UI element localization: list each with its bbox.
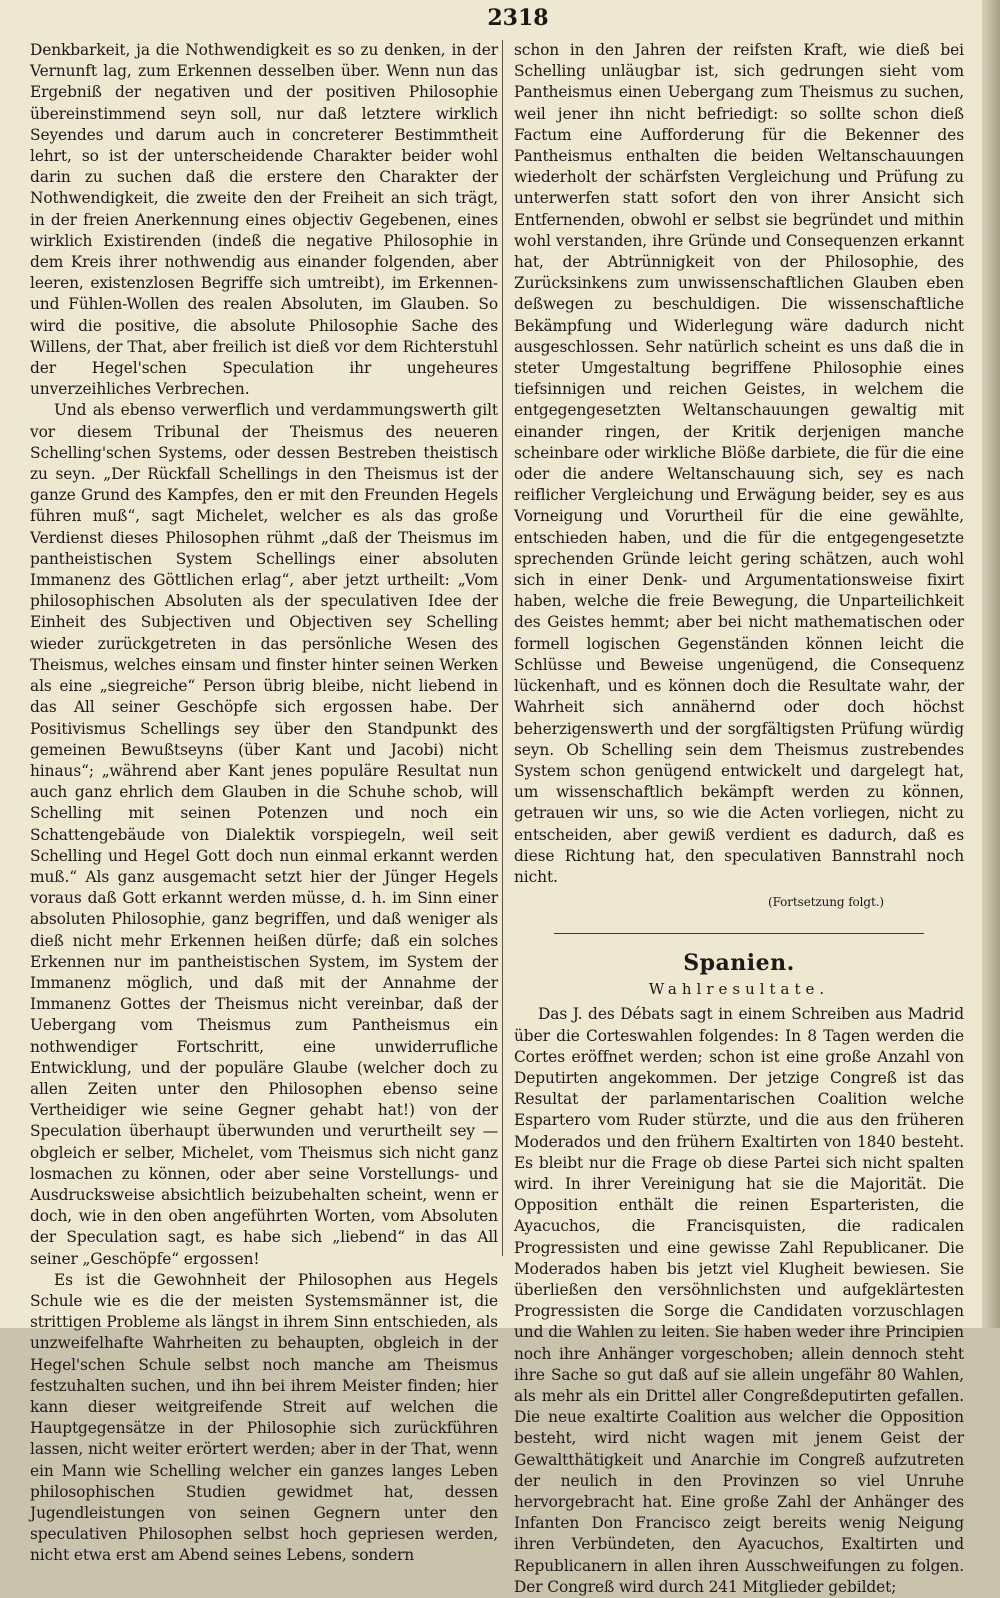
paragraph: Und als ebenso verwerflich und verdammungswerth gilt vor diesem Tribunal der Theismus des neueren Schelling'schen Systems, oder dessen Bestreben theistisch zu seyn. „Der Rückfall Schellings in den Theismus ist der ganze Grund des Kampfes, den er mit den Freunden Hegels führen muß“, sagt Michelet, welcher es als das große Verdienst dieses Philosophen rühmt „daß der Theismus im pantheistischen System Schellings einer absoluten Immanenz des Göttlichen erlag“, aber jetzt urtheilt: „Vom philosophischen Absoluten als der speculativen Idee der Einheit des Subjectiven und Objectiven sey Schelling wieder zurückgetreten in das persönliche Wesen des Theismus, welches einsam und finster hinter seinen Werken als eine „siegreiche“ Person übrig bleibe, nicht liebend in das All seiner Geschöpfe sich ergossen habe. Der Positivismus Schellings sey über den Standpunkt des gemeinen Bewußtseyns (über Kant und Jacobi) nicht hinaus“; „während aber Kant jenes populäre Resultat nun auch ganz ehrlich dem Glauben in die Schuhe schob, will Schelling mit seinen Potenzen und noch ein Schattengebäude von Dialektik vorspiegeln, weil seit Schelling und Hegel Gott doch nun einmal erkannt werden muß.“ Als ganz ausgemacht setzt hier der Jünger Hegels voraus daß Gott erkannt werden müsse, d. h. im Sinn einer absoluten Philosophie, ganz begriffen, und daß weniger als dieß nicht mehr Erkennen heißen dürfe; daß ein solches Erkennen nur im pantheistischen System, im System der Immanenz möglich, und daß mit der Annahme der Immanenz Gottes der Theismus nicht vereinbar, daß der Uebergang vom Theismus zum Pantheismus ein nothwendiger Fortschritt, eine unwiderrufliche Entwicklung, und der populäre Glaube (welcher doch zu allen Zeiten unter den Philosophen ebenso seine Vertheidiger wie seine Gegner gehabt hat!) von der Speculation überhaupt überwunden und verurtheilt sey — obgleich er selber, Michelet, vom Theismus sich nicht ganz losmachen zu können, oder aber seine Vorstellungs- und Ausdrucksweise absichtlich beizubehalten scheint, wenn er doch, wie in den oben angeführten Worten, vom Absoluten der Speculation sagt, es habe sich „liebend“ in das All seiner „Geschöpfe“ ergossen! [30,401,498,1268]
continuation-note: (Fortsetzung folgt.) [768,895,884,910]
column-divider [502,40,503,1256]
section-subtitle: Wahlresultate. [648,980,830,999]
section-divider [554,933,924,934]
section-title: Spanien. [683,950,795,977]
paragraph: Denkbarkeit, ja die Nothwendigkeit es so zu denken, in der Vernunft lag, zum Erkennen desselben über. Wenn nun das Ergebniß der negativen und der positiven Philosophie übereinstimmend seyn soll, nur daß letztere wirklich Seyendes und darum auch in concreterer Bestimmtheit lehrt, so ist der unterscheidende Charakter beider wohl darin zu suchen daß die erstere den Charakter der Nothwendigkeit, die zweite den der Freiheit an sich trägt, in der freien Anerkennung eines objectiv Gegebenen, eines wirklich Existirenden (indeß die negative Philosophie in dem Kreis ihrer nothwendig aus einander folgenden, aber leeren, existenzlosen Begriffe sich umtreibt), im Erkennen- und Fühlen-Wollen des realen Absoluten, im Glauben. So wird die positive, die absolute Philosophie Sache des Willens, der That, aber freilich ist dieß vor dem Richterstuhl der Hegel'schen Speculation ihr ungeheures unverzeihliches Verbrechen. [30,41,498,399]
paragraph: Es ist die Gewohnheit der Philosophen aus Hegels Schule wie es die der meisten Systemsmänner ist, die strittigen Probleme als längst in ihrem Sinn entschieden, als unzweifelhafte Wahrheiten zu behaupten, obgleich in der Hegel'schen Schule selbst noch manche am Theismus festzuhalten suchen, und ihn bei ihrem Meister finden; hier kann dieser weitgreifende Streit auf welchen die Hauptgegensätze in der Philosophie sich zurückführen lassen, nicht weiter erörtert werden; aber in der That, wenn ein Mann wie Schelling welcher ein ganzes langes Leben philosophischen Studien gewidmet hat, dessen Jugendleistungen von seinen Gegnern unter den speculativen Philosophen selbst hoch gepriesen werden, nicht etwa erst am Abend seines Lebens, sondern [30,1270,498,1565]
page-number: 2318 [487,5,549,31]
right-column [514,40,964,1598]
left-column [30,40,498,1567]
page-edge [982,0,1000,1328]
paragraph: schon in den Jahren der reifsten Kraft, wie dieß bei Schelling unläugbar ist, sich gedrungen sieht vom Pantheismus einen Uebergang zum Theismus zu suchen, weil jener ihn nicht befriedigt: so sollte schon dieß Factum eine Aufforderung für die Bekenner des Pantheismus enthalten die beiden Weltanschauungen wiederholt der schärfsten Vergleichung und Prüfung zu unterwerfen statt sofort den von ihrer Ansicht sich Entfernenden, obwohl er selbst sie begründet und mithin wohl verstanden, ihre Gründe und Consequenzen erkannt hat, der Abtrünnigkeit von der Philosophie, des Zurücksinkens zum unwissenschaftlichen Glauben eben deßwegen zu beschuldigen. Die wissenschaftliche Bekämpfung und Widerlegung wäre dadurch nicht ausgeschlossen. Sehr natürlich scheint es uns daß die in steter Umgestaltung begriffene Philosophie eines tiefsinnigen und reichen Geistes, in welchem die entgegengesetzten Weltanschauungen gewaltig mit einander ringen, der Kritik derjenigen manche scheinbare oder wirkliche Blöße darbiete, die für die eine oder die andere Weltanschauung sich, sey es nach reiflicher Vergleichung und Erwägung beider, sey es aus Vorneigung und Vorurtheil für die eine gewählte, entschieden haben, und die für die entgegengesetzte sprechenden Gründe leicht gering schätzen, auch wohl sich in einer Denk- und Argumentationsweise fixirt haben, welche die freie Bewegung, die Unparteilichkeit des Geistes hemmt; aber bei nicht mathematischen oder formell logischen Gegenständen können leicht die Schlüsse und Beweise ungenügend, die Consequenz lückenhaft, und es können doch die Resultate wahr, der Wahrheit sich annähernd oder doch höchst beherzigenswerth und der sorgfältigsten Prüfung würdig seyn. Ob Schelling sein dem Theismus zustrebendes System schon genügend entwickelt und dargelegt hat, um wissenschaftlich bekämpft werden zu können, getrauen wir uns, so wie die Acten vorliegen, nicht zu entscheiden, aber gewiß verdient es dadurch, daß es diese Richtung hat, den speculativen Bannstrahl noch nicht. [514,41,964,886]
paragraph: Das J. des Débats sagt in einem Schreiben aus Madrid über die Corteswahlen folgendes: In 8 Tagen werden die Cortes eröffnet werden; schon ist eine große Anzahl von Deputirten angekommen. Der jetzige Congreß ist das Resultat der parlamentarischen Coalition welche Espartero vom Ruder stürzte, und die aus den früheren Moderados und den frühern Exaltirten von 1840 besteht. Es bleibt nur die Frage ob diese Partei sich nicht spalten wird. In ihrer Vereinigung hat sie die Majorität. Die Opposition enthält die reinen Esparteristen, die Ayacuchos, die Francisquisten, die radicalen Progressisten und eine gewisse Zahl Republicaner. Die Moderados haben bis jetzt viel Klugheit bewiesen. Sie überließen den versöhnlichsten und aufgeklärtesten Progressisten die Sorge die Candidaten vorzuschlagen und die Wahlen zu leiten. Sie haben weder ihre Principien noch ihre Anhänger vorgeschoben; allein dennoch steht ihre Sache so gut daß auf sie allein ungefähr 80 Wahlen, als mehr als ein Drittel aller Congreßdeputirten gefallen. Die neue exaltirte Coalition aus welcher die Opposition besteht, wird nicht wagen mit jenem Geist der Gewaltthätigkeit und Anarchie im Congreß aufzutreten der neulich in den Provinzen so viel Unruhe hervorgebracht hat. Eine große Zahl der Anhänger des Infanten Don Francisco zeigt bereits wenig Neigung ihren Verbündeten, den Ayacuchos, Exaltirten und Republicanern in allen ihren Ausschweifungen zu folgen. Der Congreß wird durch 241 Mitglieder gebildet; [514,1005,964,1596]
